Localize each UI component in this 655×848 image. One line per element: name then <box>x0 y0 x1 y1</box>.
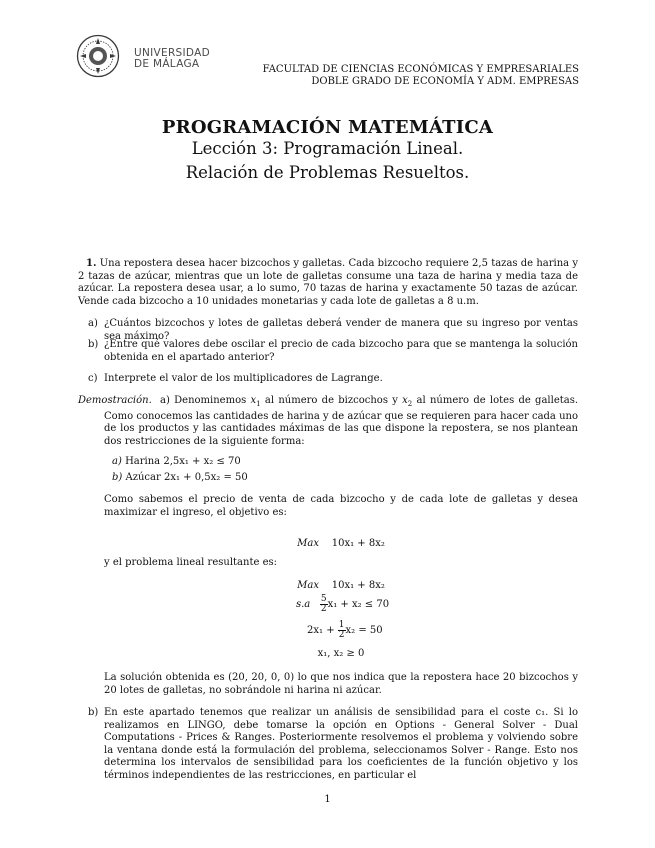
document-title: PROGRAMACIÓN MATEMÁTICA <box>161 117 494 138</box>
proof-label-text: Demostración. <box>78 395 152 406</box>
restriction-expr: 2,5x₁ + x₂ ≤ 70 <box>163 456 241 467</box>
fraction-denominator: 2 <box>338 630 345 640</box>
restriction-label: a) <box>112 456 122 467</box>
constraint-2-right: x₂ = 50 <box>345 625 383 636</box>
fraction-numerator: 1 <box>338 620 345 630</box>
document-subtitle: Relación de Problemas Resueltos. <box>185 163 470 182</box>
part-b <box>88 707 578 783</box>
lp-constraint-1 <box>296 595 416 614</box>
university-name-line2: DE MÁLAGA <box>134 58 200 70</box>
question-text: ¿Entre qué valores debe oscilar el precio de cada bizcocho para que se mantenga la solución obtenida en el apartado anterior? <box>104 339 578 363</box>
question-b <box>88 339 578 364</box>
lp-constraint-2 <box>307 621 417 640</box>
objective-display <box>104 538 578 549</box>
part-a-label: a) <box>160 395 170 406</box>
question-label: a) <box>88 318 98 329</box>
faculty-header <box>263 64 579 87</box>
restriction-expr: 2x₁ + 0,5x₂ = 50 <box>163 472 248 483</box>
fraction-five-halves <box>320 595 328 614</box>
faculty-line1: FACULTAD DE CIENCIAS ECONÓMICAS Y EMPRESARIALES <box>262 64 579 75</box>
objective-intro: Como sabemos el precio de venta de cada bizcocho y de cada lote de galletas y desea maximizar el ingreso, el objetivo es: <box>104 494 578 518</box>
faculty-line2: DOBLE GRADO DE ECONOMÍA Y ADM. EMPRESAS <box>311 75 579 87</box>
fraction-numerator: 5 <box>320 594 327 604</box>
university-seal-icon <box>76 34 120 78</box>
max-word: Max <box>297 580 319 591</box>
part-a-intro-1: Denominemos <box>174 395 247 406</box>
question-text: ¿Cuántos bizcochos y lotes de galletas deberá vender de manera que su ingreso por ventas sea máximo? <box>104 318 578 342</box>
part-a-intro-3: al número de lotes de galletas. Como conocemos las cantidades de harina y de azúcar que se requieren para hacer cada uno de los productos y las cantidades máximas de las que dispone la repostera, se nos plantean dos restricciones de la siguiente forma: <box>104 395 579 447</box>
restriction-harina <box>112 456 412 469</box>
question-label: c) <box>88 373 98 384</box>
restriction-azucar <box>112 472 412 485</box>
solution-result: La solución obtenida es (20, 20, 0, 0) lo que nos indica que la repostera hace 20 bizcochos y 20 lotes de galletas, no sobrándole ni harina ni azúcar. <box>104 672 578 696</box>
part-b-text: En este apartado tenemos que realizar un análisis de sensibilidad para el coste c₁. Si lo realizamos en LINGO, debe tomarse la opción en Options - General Solver - Dual Computations - Prices & Ranges. Posteriormente resolvemos el problema y volviendo sobre la ventana donde está la formulación del problema, seleccionamos Solver - Range. Esto nos determina los intervalos de sensibilidad para los coeficientes de la función objetivo y los términos independientes de las restricciones, en particular el <box>104 707 578 781</box>
question-label: b) <box>88 339 99 350</box>
lp-objective <box>104 580 578 591</box>
question-text: Interprete el valor de los multiplicadores de Lagrange. <box>104 373 383 384</box>
part-b-label: b) <box>88 707 99 718</box>
constraint-2-left: 2x₁ + <box>307 625 335 636</box>
restriction-label: b) <box>112 472 123 483</box>
problem-text: Una repostera desea hacer bizcochos y galletas. Cada bizcocho requiere 2,5 tazas de harina y 2 tazas de azúcar, mientras que un lote de galletas consume una taza de harina y media taza de azúcar. La repostera desea usar, a lo sumo, 70 tazas de harina y exactamente 50 tazas de azúcar. Vende cada bizcocho a 10 unidades monetarias y cada lote de galletas a 8 u.m. <box>78 258 578 307</box>
max-word: Max <box>297 538 319 549</box>
problem-statement <box>78 258 578 308</box>
constraint-1-expr: x₁ + x₂ ≤ 70 <box>327 599 390 610</box>
part-a-intro: a) Denominemos $x_1$ al número de bizcochos y $x_2$ al número de lotes de galletas. Como conocemos las cantidades de harina y de azúcar que se requieren para hacer cada uno de los productos y las cantidades máximas de las que dispone la repostera, se nos plantean dos restricciones de la siguiente forma: <box>104 395 579 447</box>
problem-number: 1. <box>86 258 97 269</box>
objective-expr: 10x₁ + 8x₂ <box>331 580 385 591</box>
part-a-intro-2: al número de bizcochos y <box>264 395 398 406</box>
sa-word: s.a <box>296 599 311 610</box>
fraction-denominator: 2 <box>320 604 327 614</box>
lp-nonnegativity: x₁, x₂ ≥ 0 <box>317 648 365 659</box>
question-c <box>88 373 578 386</box>
restriction-name: Azúcar <box>125 472 161 483</box>
fraction-one-half <box>338 621 346 640</box>
lp-intro: y el problema lineal resultante es: <box>104 557 277 568</box>
lesson-title: Lección 3: Programación Lineal. <box>191 139 464 158</box>
objective-expr: 10x₁ + 8x₂ <box>331 538 385 549</box>
restriction-name: Harina <box>125 456 161 467</box>
university-name-line1: UNIVERSIDAD <box>134 47 210 59</box>
university-logo <box>76 34 216 80</box>
page-number: 1 <box>324 794 331 805</box>
